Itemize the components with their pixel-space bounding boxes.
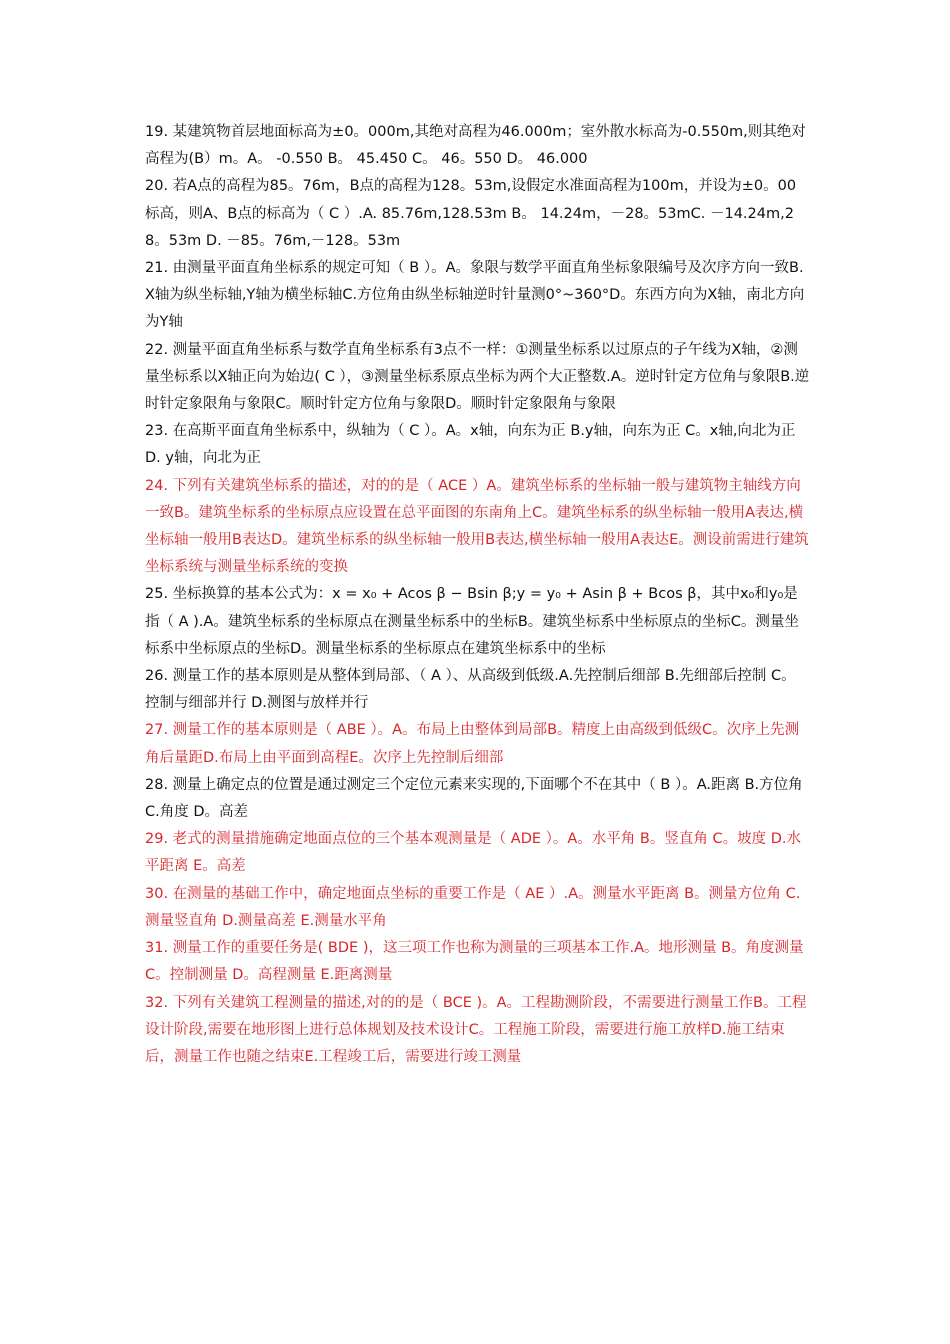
question-item: 27. 测量工作的基本原则是（ ABE ）。A。布局上由整体到局部B。精度上由高级到低级C。次序上先测角后量距D.布局上由平面到高程E。次序上先控制后细部: [145, 722, 800, 766]
question-item: 28. 测量上确定点的位置是通过测定三个定位元素来实现的,下面哪个不在其中（ B ）。A.距离 B.方位角 C.角度 D。高差: [145, 776, 803, 821]
question-item: 19. 某建筑物首层地面标高为±0。000m,其绝对高程为46.000m；室外散水标高为-0.550m,则其绝对高程为(B）m。A。 -0.550 B。 45.450 C。 46。550 D。 46.000: [145, 124, 806, 168]
question-item: 26. 测量工作的基本原则是从整体到局部、（ A ）、从高级到低级.A.先控制后细部 B.先细部后控制 C。控制与细部并行 D.测图与放样并行: [145, 668, 796, 712]
question-item: 30. 在测量的基础工作中，确定地面点坐标的重要工作是（ AE ）.A。测量水平距离 B。测量方位角 C.测量竖直角 D.测量高差 E.测量水平角: [145, 885, 801, 929]
question-item: 24. 下列有关建筑坐标系的描述，对的的是（ ACE ）A。建筑坐标系的坐标轴一般与建筑物主轴线方向一致B。建筑坐标系的坐标原点应设置在总平面图的东南角上C。建筑坐标系的纵坐标轴一般用A表达,横坐标轴一般用B表达D。建筑坐标系的纵坐标轴一般用B表达,横坐标轴一般用A表达E。测设前需进行建筑坐标系统与测量坐标系统的变换: [145, 477, 809, 576]
question-item: 29. 老式的测量措施确定地面点位的三个基本观测量是（ ADE ）。A。水平角 B。竖直角 C。坡度 D.水平距离 E。高差: [145, 831, 801, 875]
question-list: [145, 119, 810, 1071]
question-item: 23. 在高斯平面直角坐标系中，纵轴为（ C ）。A。x轴，向东为正 B.y轴，向东为正 C。x轴,向北为正 D. y轴，向北为正: [145, 423, 796, 467]
question-item: 32. 下列有关建筑工程测量的描述,对的的是（ BCE )。A。工程勘测阶段，不需要进行测量工作B。工程设计阶段,需要在地形图上进行总体规划及技术设计C。工程施工阶段，需要进行施工放样D.施工结束后，测量工作也随之结束E.工程竣工后，需要进行竣工测量: [145, 994, 807, 1065]
question-item: 20. 若A点的高程为85。76m，B点的高程为128。53m,设假定水准面高程为100m，并设为±0。00标高，则A、B点的标高为（ C ）.A. 85.76m,128.53m B。 14.24m，－28。53mC. －14.24m,28。53m D. －85。76m,－128。53m: [145, 178, 797, 249]
question-item: 25. 坐标换算的基本公式为：x = x₀ + Acos β − Bsin β;y = y₀ + Asin β + Bcos β，其中x₀和y₀是指（ A ).A。建筑坐标系的坐标原点在测量坐标系中的坐标B。建筑坐标系中坐标原点的坐标C。测量坐标系中坐标原点的坐标D。测量坐标系的坐标原点在建筑坐标系中的坐标: [145, 586, 799, 657]
question-item: 31. 测量工作的重要任务是( BDE )，这三项工作也称为测量的三项基本工作.A。地形测量 B。角度测量 C。控制测量 D。高程测量 E.距离测量: [145, 940, 804, 984]
question-item: 22. 测量平面直角坐标系与数学直角坐标系有3点不一样：①测量坐标系以过原点的子午线为X轴，②测量坐标系以X轴正向为始边( C ），③测量坐标系原点坐标为两个大正整数.A。逆时针定方位角与象限B.逆时针定象限角与象限C。顺时针定方位角与象限D。顺时针定象限角与象限: [145, 341, 810, 413]
question-item: 21. 由测量平面直角坐标系的规定可知（ B ）。A。象限与数学平面直角坐标象限编号及次序方向一致B.X轴为纵坐标轴,Y轴为横坐标轴C.方位角由纵坐标轴逆时针量测0°~360°D。东西方向为X轴，南北方向为Y轴: [145, 260, 805, 331]
